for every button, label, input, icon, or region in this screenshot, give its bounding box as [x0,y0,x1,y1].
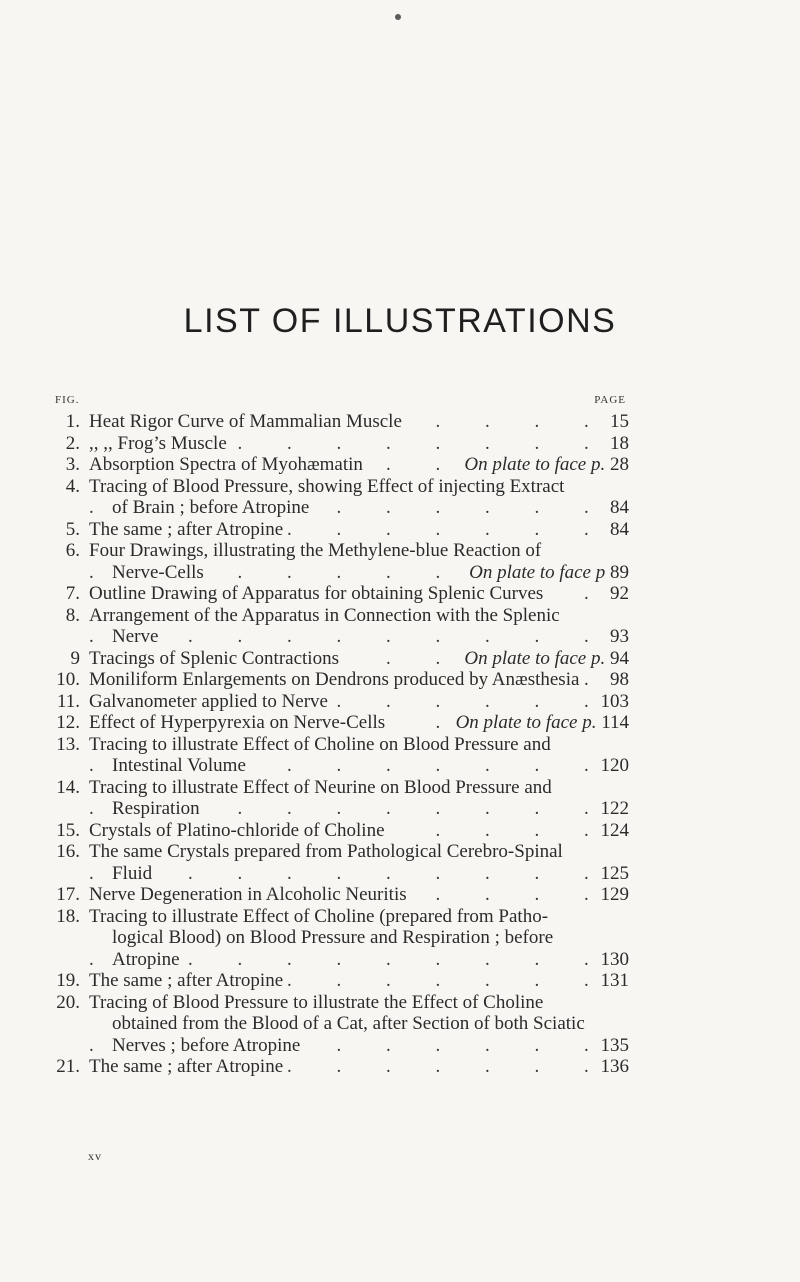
illustration-title: Tracing to illustrate Effect of Choline on Blood Pressure and [89,733,551,755]
list-item [0,992,800,1057]
figure-number: 3. [65,454,80,475]
page-number: 84 [610,497,629,518]
figure-number: 9 [70,647,80,669]
page-number: 129 [600,884,629,905]
list-item [0,691,800,713]
illustration-list [0,411,800,1078]
figure-number: 5. [65,518,80,540]
illustration-title: Tracing of Blood Pressure to illustrate the Effect of Choline [89,991,544,1013]
list-item [0,519,800,541]
list-item [0,648,800,670]
dot-leader [89,863,629,885]
illustration-title: Intestinal Volume [112,755,246,776]
illustration-title: The same ; after Atropine [89,1056,284,1077]
figure-number: 6. [65,540,80,561]
list-item [0,906,800,971]
page-number: 124 [600,819,629,841]
illustration-title: The same Crystals prepared from Pathological Cerebro-Spinal [89,841,563,862]
page-number: 125 [600,862,629,884]
list-item [0,669,800,691]
list-item [0,454,800,476]
list-item [0,583,800,605]
illustration-title: Absorption Spectra of Myohæmatin [89,454,363,475]
page-number: 131 [600,970,629,991]
figure-number: 15. [56,819,80,841]
page-number: 28 [610,454,629,475]
illustration-title: Nerve-Cells [112,561,204,583]
figure-number: 19. [56,970,80,991]
illustration-title: Tracing to illustrate Effect of Choline (prepared from Patho- [89,905,549,927]
list-item [0,884,800,906]
illustration-title: Effect of Hyperpyrexia on Nerve-Cells [89,712,386,733]
list-item [0,540,800,583]
figure-number: 17. [56,884,80,905]
fig-column-header: FIG. [55,394,80,406]
page-number: 93 [610,626,629,647]
page-number: 92 [610,583,629,604]
ink-speck [395,14,401,20]
page-number: 84 [610,518,629,540]
illustration-title: of Brain ; before Atropine [112,497,310,518]
illustration-title: Tracing to illustrate Effect of Neurine on Blood Pressure and [89,776,552,798]
figure-number: 14. [56,776,80,798]
figure-number: 10. [56,669,80,690]
plate-note: On plate to face p. [464,454,606,475]
figure-number: 12. [56,712,80,733]
figure-number: 7. [65,583,80,604]
page-number: 136 [600,1056,629,1077]
list-item [0,734,800,777]
illustration-title: Respiration [112,798,200,819]
illustration-title: Four Drawings, illustrating the Methylene-blue Reaction of [89,540,542,561]
illustration-title: Heat Rigor Curve of Mammalian Muscle [89,411,402,432]
page-number: 114 [601,712,629,733]
figure-number: 11. [56,690,80,712]
illustration-title: Nerve Degeneration in Alcoholic Neuritis [89,884,407,905]
plate-note: On plate to face p [469,561,606,583]
page-number: 122 [600,798,629,819]
list-item [0,970,800,992]
list-item [0,712,800,734]
page-number: 18 [610,432,629,454]
page-number: 103 [600,690,629,712]
list-item [0,841,800,884]
page-title: LIST OF ILLUSTRATIONS [183,302,617,340]
page-number: 94 [610,647,629,669]
dot-leader [89,626,629,648]
illustration-title: Tracings of Splenic Contractions [89,647,339,669]
illustration-title: The same ; after Atropine [89,970,284,991]
illustration-title: Moniliform Enlargements on Dendrons produced by Anæsthesia [89,669,580,690]
list-item [0,820,800,842]
figure-number: 1. [65,411,80,432]
list-item [0,777,800,820]
list-item [0,1056,800,1078]
page-number-footer: xv [88,1149,102,1163]
illustration-title: Galvanometer applied to Nerve [89,690,328,712]
illustration-title: ,, ,, Frog’s Muscle [89,432,227,454]
page-number: 89 [610,561,629,583]
illustration-title: Arrangement of the Apparatus in Connection with the Splenic [89,604,560,626]
illustration-title: Outline Drawing of Apparatus for obtaining Splenic Curves [89,583,544,604]
figure-number: 8. [65,604,80,626]
plate-note: On plate to face p. [455,712,597,733]
plate-note: On plate to face p. [464,647,606,669]
figure-number: 16. [56,841,80,862]
illustration-title: Fluid [112,862,153,884]
list-item [0,433,800,455]
illustration-title: Crystals of Platino-chloride of Choline [89,819,385,841]
figure-number: 4. [65,475,80,497]
illustration-title: The same ; after Atropine [89,518,284,540]
list-item [0,411,800,433]
illustration-title: Nerve [112,626,159,647]
figure-number: 2. [65,432,80,454]
illustration-title: Atropine [112,948,180,970]
figure-number: 18. [56,905,80,927]
page-number: 130 [600,948,629,970]
figure-number: 21. [56,1056,80,1077]
illustration-title: logical Blood) on Blood Pressure and Respiration ; before [112,927,554,948]
figure-number: 13. [56,733,80,755]
page-number: 15 [610,411,629,432]
page-number: 135 [600,1034,629,1056]
list-item [0,476,800,519]
list-item [0,605,800,648]
illustration-title: obtained from the Blood of a Cat, after Section of both Sciatic [112,1013,585,1034]
page-number: 98 [610,669,629,690]
figure-number: 20. [56,991,80,1013]
illustration-title: Tracing of Blood Pressure, showing Effect of injecting Extract [89,475,565,497]
illustration-title: Nerves ; before Atropine [112,1034,301,1056]
page-column-header: PAGE [594,394,626,406]
page-number: 120 [600,755,629,776]
